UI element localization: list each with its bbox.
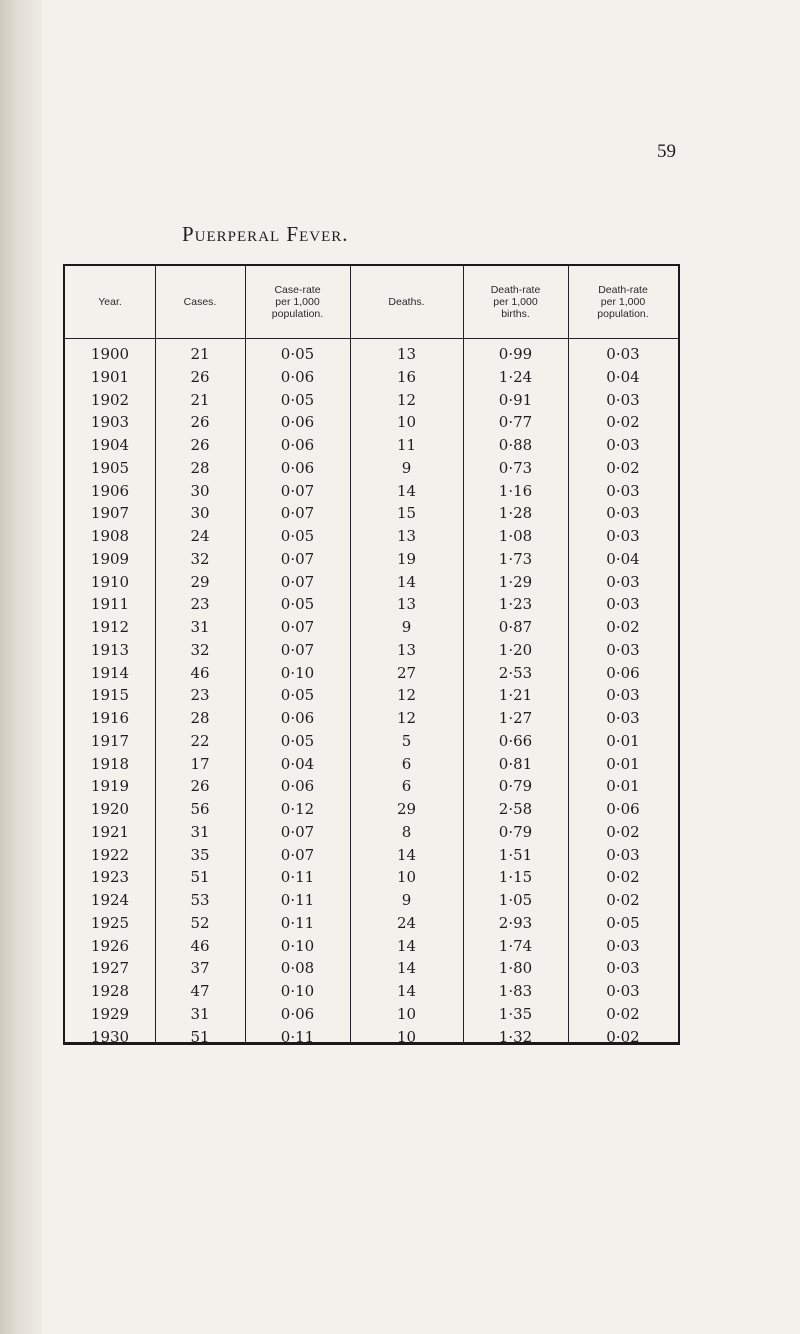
- cell-cases: 35: [190, 845, 210, 864]
- cell-cases: 24: [190, 527, 210, 545]
- cell-year: 1911: [90, 595, 130, 614]
- cell-death-rate-births: 1·08: [498, 527, 533, 545]
- table-row: [65, 912, 678, 935]
- cell-deaths: 12: [396, 390, 417, 409]
- cell-deaths: 10: [396, 413, 417, 432]
- cell-death-rate-births: 1·24: [498, 367, 533, 386]
- cell-year: 1918: [90, 754, 130, 773]
- cell-year: 1914: [90, 663, 130, 682]
- cell-death-rate-population: 0·03: [606, 845, 640, 864]
- cell-death-rate-population: 0·03: [606, 959, 640, 978]
- cell-death-rate-births: 1·29: [498, 572, 533, 591]
- cell-case-rate: 0·07: [280, 504, 315, 523]
- cell-death-rate-population: 0·01: [606, 754, 640, 773]
- cell-case-rate: 0·10: [280, 663, 315, 682]
- cell-death-rate-population: 0·02: [606, 891, 640, 909]
- cell-cases: 26: [190, 413, 210, 432]
- cell-deaths: 6: [401, 754, 412, 773]
- cell-death-rate-population: 0·02: [606, 1004, 640, 1023]
- cell-death-rate-births: 0·99: [498, 345, 533, 363]
- cell-case-rate: 0·07: [280, 618, 315, 636]
- cell-death-rate-population: 0·05: [606, 913, 640, 932]
- cell-death-rate-births: 0·79: [498, 777, 533, 796]
- cell-cases: 46: [190, 936, 210, 955]
- cell-deaths: 14: [396, 982, 417, 1000]
- table-row: [65, 548, 678, 571]
- cell-cases: 29: [190, 572, 210, 591]
- header-case-rate: Case-rate per 1,000 population.: [271, 284, 324, 320]
- table-row: [65, 639, 678, 662]
- cell-cases: 21: [190, 345, 210, 363]
- cell-deaths: 5: [401, 731, 412, 750]
- cell-case-rate: 0·10: [280, 936, 315, 955]
- cell-death-rate-births: 0·81: [498, 754, 533, 773]
- cell-deaths: 14: [396, 845, 417, 864]
- cell-death-rate-births: 1·35: [498, 1004, 533, 1023]
- cell-deaths: 29: [396, 800, 417, 818]
- table-row: [65, 662, 678, 685]
- cell-death-rate-population: 0·02: [606, 1027, 640, 1046]
- cell-deaths: 13: [396, 527, 417, 545]
- puerperal-fever-table: [63, 264, 680, 1045]
- table-row: [65, 844, 678, 867]
- cell-cases: 32: [190, 549, 210, 568]
- cell-year: 1906: [90, 481, 130, 500]
- table-row: [65, 684, 678, 707]
- cell-case-rate: 0·05: [280, 345, 315, 363]
- cell-death-rate-population: 0·01: [606, 731, 640, 750]
- cell-death-rate-population: 0·02: [606, 868, 640, 887]
- cell-cases: 53: [190, 891, 210, 909]
- cell-death-rate-births: 1·23: [498, 595, 533, 614]
- table-row: [65, 343, 678, 366]
- cell-death-rate-births: 1·32: [498, 1027, 533, 1046]
- cell-cases: 51: [190, 868, 210, 887]
- cell-death-rate-population: 0·03: [606, 345, 640, 363]
- header-deaths: Deaths.: [388, 296, 425, 308]
- cell-death-rate-births: 1·73: [498, 549, 533, 568]
- table-row: [65, 411, 678, 434]
- cell-deaths: 10: [396, 868, 417, 887]
- cell-year: 1917: [90, 731, 130, 750]
- cell-year: 1916: [90, 709, 130, 727]
- cell-cases: 47: [190, 982, 210, 1000]
- cell-year: 1907: [90, 504, 130, 523]
- cell-case-rate: 0·11: [280, 1027, 315, 1046]
- cell-year: 1924: [90, 891, 130, 909]
- cell-year: 1903: [90, 413, 130, 432]
- cell-deaths: 8: [401, 822, 412, 841]
- table-row: [65, 1003, 678, 1026]
- cell-case-rate: 0·07: [280, 572, 315, 591]
- cell-death-rate-population: 0·06: [606, 800, 640, 818]
- cell-deaths: 13: [396, 345, 417, 363]
- cell-cases: 37: [190, 959, 210, 978]
- table-row: [65, 980, 678, 1003]
- cell-deaths: 14: [396, 572, 417, 591]
- cell-death-rate-population: 0·03: [606, 390, 640, 409]
- cell-case-rate: 0·06: [280, 458, 315, 477]
- cell-deaths: 9: [401, 618, 412, 636]
- cell-death-rate-population: 0·06: [606, 663, 640, 682]
- cell-cases: 17: [190, 754, 210, 773]
- cell-deaths: 9: [401, 891, 412, 909]
- table-row: [65, 593, 678, 616]
- table-row: [65, 775, 678, 798]
- cell-death-rate-births: 1·83: [498, 982, 533, 1000]
- cell-death-rate-births: 0·79: [498, 822, 533, 841]
- cell-death-rate-births: 1·16: [498, 481, 533, 500]
- table-row: [65, 389, 678, 412]
- cell-death-rate-births: 1·51: [498, 845, 533, 864]
- cell-death-rate-births: 1·21: [498, 686, 533, 705]
- cell-death-rate-births: 1·74: [498, 936, 533, 955]
- cell-deaths: 19: [396, 549, 417, 568]
- cell-cases: 52: [190, 913, 210, 932]
- cell-cases: 23: [190, 686, 210, 705]
- cell-cases: 46: [190, 663, 210, 682]
- page-number: 59: [657, 141, 676, 162]
- cell-year: 1912: [90, 618, 130, 636]
- cell-case-rate: 0·05: [280, 527, 315, 545]
- cell-deaths: 14: [396, 959, 417, 978]
- cell-cases: 21: [190, 390, 210, 409]
- cell-year: 1926: [90, 936, 130, 955]
- cell-year: 1923: [90, 868, 130, 887]
- cell-case-rate: 0·06: [280, 709, 315, 727]
- cell-death-rate-population: 0·03: [606, 595, 640, 614]
- header-death-rate-births: Death-rate per 1,000 births.: [490, 284, 541, 320]
- header-year: Year.: [98, 296, 122, 308]
- cell-death-rate-population: 0·03: [606, 504, 640, 523]
- cell-case-rate: 0·05: [280, 731, 315, 750]
- cell-deaths: 15: [396, 504, 417, 523]
- header-divider: [65, 338, 678, 339]
- cell-death-rate-births: 1·27: [498, 709, 533, 727]
- cell-case-rate: 0·12: [280, 800, 315, 818]
- cell-death-rate-births: 1·28: [498, 504, 533, 523]
- cell-cases: 22: [190, 731, 210, 750]
- table-row: [65, 753, 678, 776]
- table-row: [65, 866, 678, 889]
- cell-death-rate-births: 0·73: [498, 458, 533, 477]
- cell-year: 1913: [90, 640, 130, 659]
- cell-year: 1921: [90, 822, 130, 841]
- cell-death-rate-births: 0·87: [498, 618, 533, 636]
- cell-death-rate-births: 0·91: [498, 390, 533, 409]
- header-cases: Cases.: [183, 296, 217, 308]
- table-row: [65, 366, 678, 389]
- cell-case-rate: 0·06: [280, 436, 315, 454]
- cell-death-rate-population: 0·04: [606, 367, 640, 386]
- table-row: [65, 707, 678, 730]
- cell-cases: 28: [190, 458, 210, 477]
- cell-death-rate-population: 0·03: [606, 572, 640, 591]
- cell-year: 1904: [90, 436, 130, 454]
- cell-death-rate-births: 0·66: [498, 731, 533, 750]
- cell-death-rate-population: 0·03: [606, 436, 640, 454]
- cell-death-rate-population: 0·01: [606, 777, 640, 796]
- table-row: [65, 957, 678, 980]
- cell-case-rate: 0·05: [280, 595, 315, 614]
- cell-deaths: 27: [396, 663, 417, 682]
- table-row: [65, 1026, 678, 1049]
- page-binding-edge: [0, 0, 42, 1334]
- cell-deaths: 10: [396, 1004, 417, 1023]
- cell-case-rate: 0·07: [280, 640, 315, 659]
- cell-case-rate: 0·11: [280, 868, 315, 887]
- cell-year: 1902: [90, 390, 130, 409]
- cell-case-rate: 0·06: [280, 367, 315, 386]
- cell-death-rate-population: 0·03: [606, 982, 640, 1000]
- cell-cases: 31: [190, 822, 210, 841]
- cell-case-rate: 0·06: [280, 1004, 315, 1023]
- cell-death-rate-births: 0·88: [498, 436, 533, 454]
- cell-death-rate-population: 0·04: [606, 549, 640, 568]
- cell-death-rate-population: 0·03: [606, 481, 640, 500]
- cell-cases: 31: [190, 618, 210, 636]
- table-row: [65, 480, 678, 503]
- cell-death-rate-births: 2·53: [498, 663, 533, 682]
- cell-year: 1922: [90, 845, 130, 864]
- cell-case-rate: 0·11: [280, 913, 315, 932]
- page-title: Puerperal Fever.: [182, 222, 349, 246]
- cell-year: 1905: [90, 458, 130, 477]
- table-row: [65, 798, 678, 821]
- cell-death-rate-population: 0·02: [606, 822, 640, 841]
- cell-year: 1929: [90, 1004, 130, 1023]
- cell-deaths: 13: [396, 595, 417, 614]
- cell-death-rate-births: 1·20: [498, 640, 533, 659]
- cell-cases: 26: [190, 436, 210, 454]
- cell-year: 1915: [90, 686, 130, 705]
- cell-cases: 51: [190, 1027, 210, 1046]
- cell-year: 1927: [90, 959, 130, 978]
- table-row: [65, 525, 678, 548]
- cell-year: 1900: [90, 345, 130, 363]
- cell-case-rate: 0·08: [280, 959, 315, 978]
- cell-death-rate-births: 2·58: [498, 800, 533, 818]
- cell-deaths: 24: [396, 913, 417, 932]
- cell-case-rate: 0·04: [280, 754, 315, 773]
- cell-death-rate-population: 0·03: [606, 686, 640, 705]
- cell-cases: 30: [190, 481, 210, 500]
- cell-death-rate-population: 0·02: [606, 458, 640, 477]
- cell-death-rate-population: 0·02: [606, 413, 640, 432]
- cell-deaths: 14: [396, 936, 417, 955]
- cell-year: 1909: [90, 549, 130, 568]
- table-row: [65, 434, 678, 457]
- cell-year: 1925: [90, 913, 130, 932]
- cell-case-rate: 0·07: [280, 822, 315, 841]
- cell-cases: 56: [190, 800, 210, 818]
- cell-case-rate: 0·07: [280, 549, 315, 568]
- cell-case-rate: 0·05: [280, 390, 315, 409]
- cell-death-rate-births: 1·15: [498, 868, 533, 887]
- cell-case-rate: 0·07: [280, 481, 315, 500]
- cell-cases: 26: [190, 367, 210, 386]
- table-row: [65, 571, 678, 594]
- cell-case-rate: 0·07: [280, 845, 315, 864]
- cell-deaths: 13: [396, 640, 417, 659]
- cell-case-rate: 0·10: [280, 982, 315, 1000]
- cell-deaths: 12: [396, 709, 417, 727]
- cell-year: 1901: [90, 367, 130, 386]
- cell-cases: 32: [190, 640, 210, 659]
- cell-deaths: 14: [396, 481, 417, 500]
- cell-death-rate-population: 0·02: [606, 618, 640, 636]
- table-row: [65, 821, 678, 844]
- cell-case-rate: 0·11: [280, 891, 315, 909]
- cell-cases: 31: [190, 1004, 210, 1023]
- cell-death-rate-population: 0·03: [606, 527, 640, 545]
- cell-deaths: 6: [401, 777, 412, 796]
- header-death-rate-population: Death-rate per 1,000 population.: [597, 284, 649, 320]
- cell-cases: 23: [190, 595, 210, 614]
- table-row: [65, 730, 678, 753]
- cell-death-rate-births: 1·05: [498, 891, 533, 909]
- cell-deaths: 16: [396, 367, 417, 386]
- cell-case-rate: 0·06: [280, 777, 315, 796]
- cell-death-rate-births: 1·80: [498, 959, 533, 978]
- cell-deaths: 9: [401, 458, 412, 477]
- table-row: [65, 616, 678, 639]
- cell-death-rate-population: 0·03: [606, 640, 640, 659]
- cell-year: 1908: [90, 527, 130, 545]
- cell-cases: 28: [190, 709, 210, 727]
- cell-death-rate-births: 0·77: [498, 413, 533, 432]
- cell-case-rate: 0·06: [280, 413, 315, 432]
- cell-year: 1910: [90, 572, 130, 591]
- cell-cases: 30: [190, 504, 210, 523]
- cell-year: 1919: [90, 777, 130, 796]
- cell-deaths: 12: [396, 686, 417, 705]
- table-row: [65, 502, 678, 525]
- cell-year: 1928: [90, 982, 130, 1000]
- cell-death-rate-population: 0·03: [606, 709, 640, 727]
- cell-death-rate-population: 0·03: [606, 936, 640, 955]
- cell-case-rate: 0·05: [280, 686, 315, 705]
- table-row: [65, 457, 678, 480]
- cell-deaths: 10: [396, 1027, 417, 1046]
- cell-cases: 26: [190, 777, 210, 796]
- cell-year: 1930: [90, 1027, 130, 1046]
- cell-deaths: 11: [396, 436, 417, 454]
- table-row: [65, 889, 678, 912]
- table-row: [65, 935, 678, 958]
- cell-year: 1920: [90, 800, 130, 818]
- cell-death-rate-births: 2·93: [498, 913, 533, 932]
